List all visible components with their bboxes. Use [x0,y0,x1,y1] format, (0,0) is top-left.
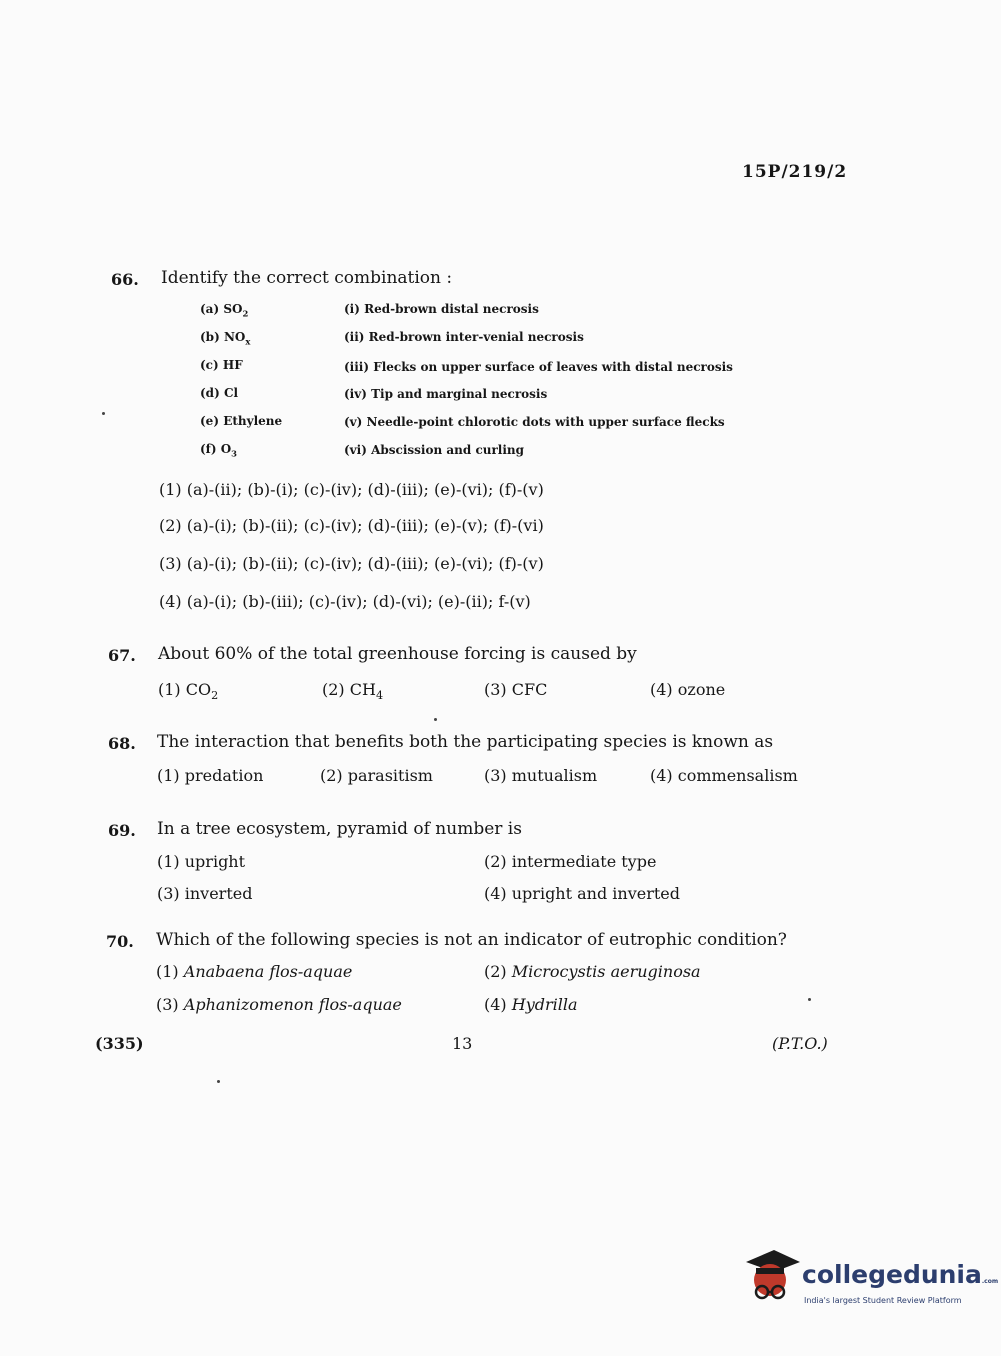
q66-right-item: (v) Needle-point chlorotic dots with upper surface flecks [344,415,725,429]
footer-code: (335) [95,1034,144,1053]
pto-label: (P.T.O.) [772,1034,828,1053]
q69-option-4: (4) upright and inverted [484,884,681,903]
scan-dot [217,1080,220,1083]
q67-text: About 60% of the total greenhouse forcing is caused by [158,644,637,664]
logo-tagline: India's largest Student Review Platform [804,1296,962,1305]
q70-option-1: (1) Anabaena flos-aquae [156,962,353,981]
q70-option-3: (3) Aphanizomenon flos-aquae [156,995,402,1014]
q67-option-4: (4) ozone [650,680,726,699]
paper-code: 15P/219/2 [742,162,848,182]
page-number: 13 [452,1034,473,1053]
q66-option-2: (2) (a)-(i); (b)-(ii); (c)-(iv); (d)-(iii); (e)-(v); (f)-(vi) [159,516,544,535]
q66-left-item: (f) $O_3$ [200,442,237,459]
q68-option-3: (3) mutualism [484,766,598,785]
q66-option-3: (3) (a)-(i); (b)-(ii); (c)-(iv); (d)-(iii); (e)-(vi); (f)-(v) [159,554,544,573]
q66-right-item: (vi) Abscission and curling [344,443,525,457]
q70-text: Which of the following species is not an indicator of eutrophic condition? [156,930,787,950]
collegedunia-logo [744,1248,999,1318]
q67-option-1: (1) $CO_2$ [158,680,219,703]
q66-left-item: (d) Cl [200,386,239,400]
q69-option-2: (2) intermediate type [484,852,657,871]
q66-left-item: (a) $SO_2$ [200,302,249,319]
q70-option-2: (2) Microcystis aeruginosa [484,962,701,981]
q69-number: 69. [108,821,136,840]
q66-left-item: (e) Ethylene [200,414,283,428]
q66-option-1: (1) (a)-(ii); (b)-(i); (c)-(iv); (d)-(iii); (e)-(vi); (f)-(v) [159,480,544,499]
q66-number: 66. [111,270,139,289]
logo-wordmark: collegedunia.com [802,1260,999,1289]
q68-text: The interaction that benefits both the participating species is known as [157,732,774,752]
q66-right-item: (ii) Red-brown inter-venial necrosis [344,330,584,344]
q69-text: In a tree ecosystem, pyramid of number is [157,819,522,839]
q68-option-1: (1) predation [157,766,264,785]
q67-option-3: (3) CFC [484,680,548,699]
q67-option-2: (2) $CH_4$ [322,680,384,703]
q68-option-4: (4) commensalism [650,766,798,785]
q68-option-2: (2) parasitism [320,766,433,785]
q68-number: 68. [108,734,136,753]
q70-option-4: (4) Hydrilla [484,995,578,1014]
q69-option-3: (3) inverted [157,884,253,903]
q66-option-4: (4) (a)-(i); (b)-(iii); (c)-(iv); (d)-(vi); (e)-(ii); f-(v) [159,592,531,611]
q67-number: 67. [108,646,136,665]
q66-right-item: (iii) Flecks on upper surface of leaves with distal necrosis [344,360,733,374]
scan-dot [808,998,811,1001]
q66-text: Identify the correct combination : [161,268,453,288]
q66-left-item: (c) HF [200,358,243,372]
scan-dot [434,718,437,721]
scan-dot [102,412,105,415]
q69-option-1: (1) upright [157,852,246,871]
q66-left-item: (b) $NO_x$ [200,330,251,347]
q70-number: 70. [106,932,134,951]
q66-right-item: (i) Red-brown distal necrosis [344,302,539,316]
mascot-icon [744,1248,800,1314]
q66-right-item: (iv) Tip and marginal necrosis [344,387,548,401]
